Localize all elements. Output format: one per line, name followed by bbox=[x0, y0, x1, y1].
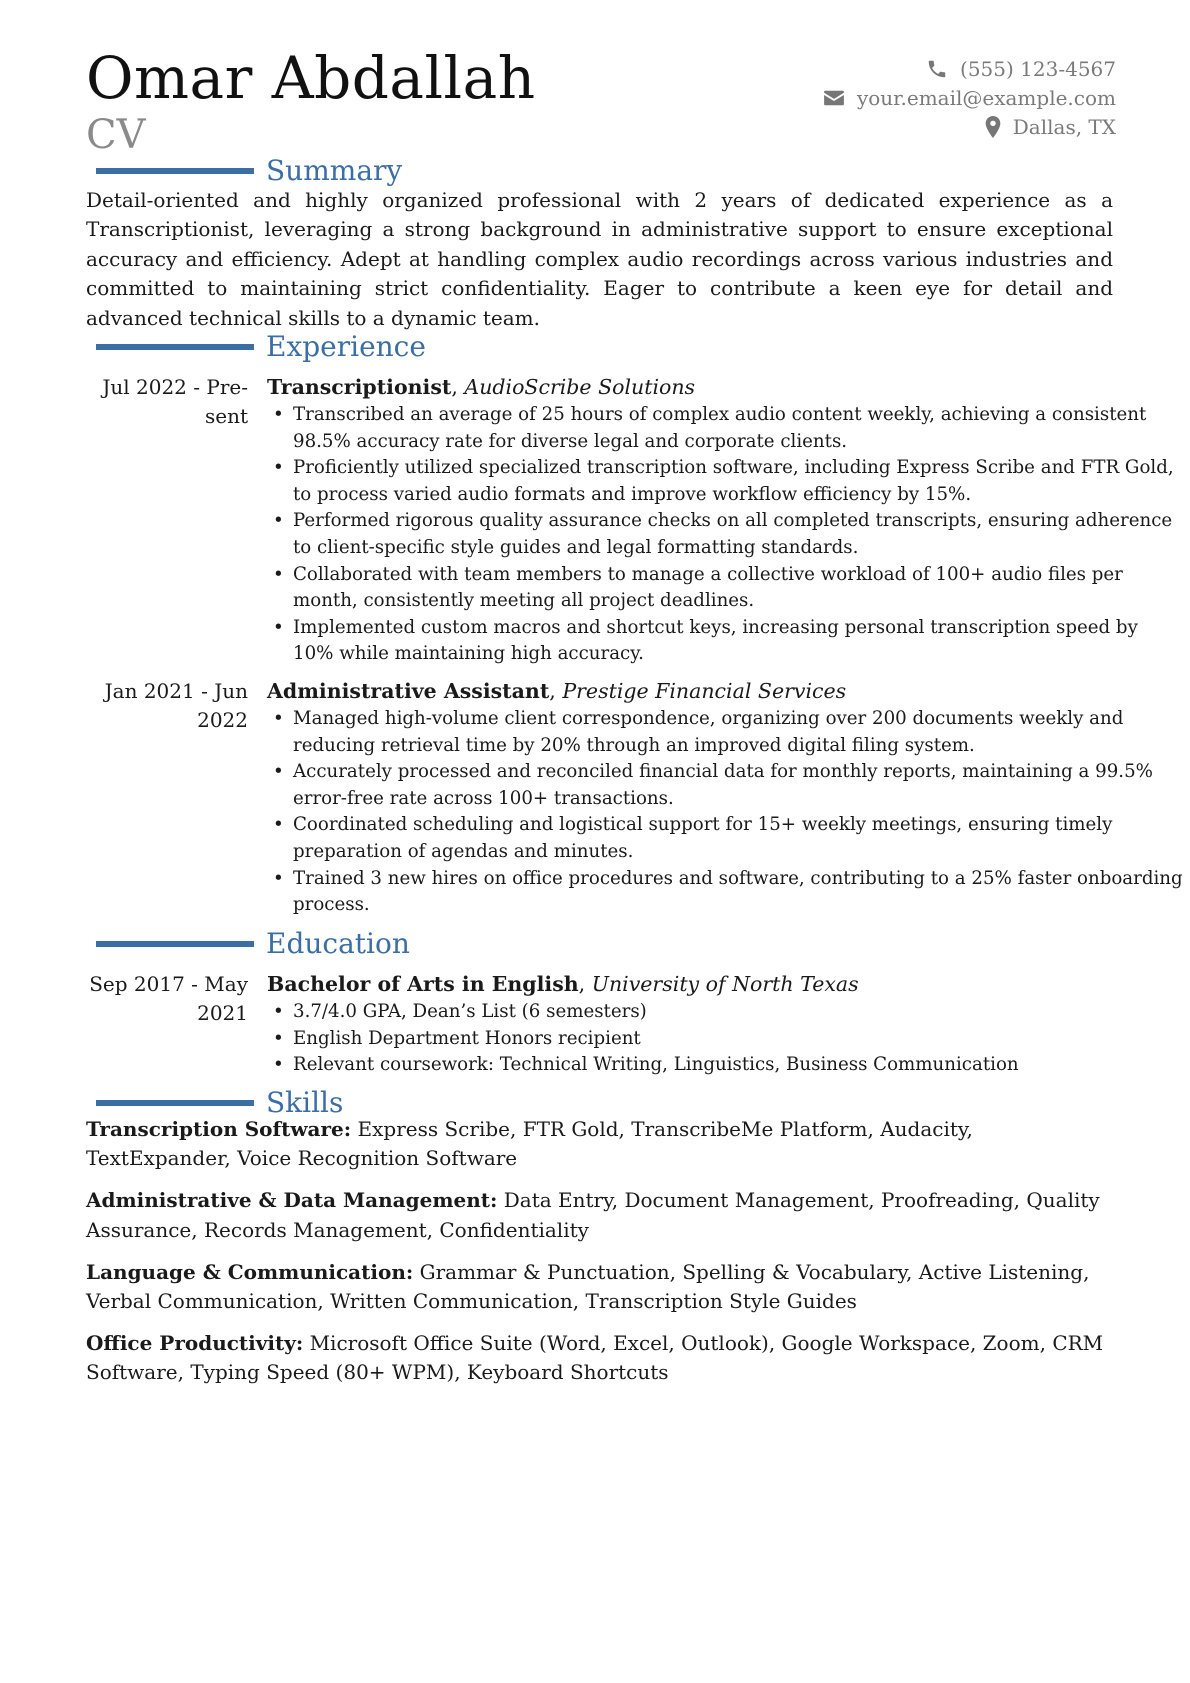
list-item: • Collaborated with team members to manage a collective workload of 100+ audio files per month, consistently meeting all project deadlines. bbox=[267, 562, 1184, 615]
list-item: • 3.7/4.0 GPA, Dean’s List (6 semesters) bbox=[267, 999, 1184, 1026]
skill-category: Transcription Software: bbox=[86, 1117, 352, 1141]
skill-category: Office Productivity: bbox=[86, 1330, 304, 1355]
entry-date-line: Sep 2017 - May bbox=[89, 972, 248, 996]
entry-heading: Administrative Assistant, Prestige Financial Services bbox=[267, 679, 847, 703]
entry-date bbox=[86, 970, 248, 1028]
person-name: Omar Abdallah bbox=[86, 44, 536, 112]
contact-email[interactable] bbox=[823, 83, 1116, 112]
section-bar bbox=[96, 168, 254, 174]
section-bar bbox=[96, 941, 254, 947]
bullet-list bbox=[267, 706, 1184, 919]
entry-body bbox=[267, 373, 1184, 668]
section-bar bbox=[96, 344, 254, 350]
entry-date-line: Jan 2021 - Jun bbox=[104, 679, 248, 703]
skills-list bbox=[86, 1115, 1116, 1400]
entry-date-line: sent bbox=[204, 404, 248, 428]
skill-row bbox=[86, 1258, 1116, 1317]
list-item: • Coordinated scheduling and logistical support for 15+ weekly meetings, ensuring timely preparation of agendas and minutes. bbox=[267, 812, 1184, 865]
skill-row bbox=[86, 1186, 1116, 1245]
entry-date-line: 2022 bbox=[197, 708, 248, 732]
list-item: • Implemented custom macros and shortcut keys, increasing personal transcription speed by 10% while maintaining high accuracy. bbox=[267, 615, 1184, 668]
section-education-heading bbox=[96, 928, 410, 960]
skill-category: Administrative & Data Management: bbox=[86, 1188, 498, 1213]
bullet-list bbox=[267, 402, 1184, 668]
employer-name: AudioScribe Solutions bbox=[464, 375, 696, 399]
entry-body bbox=[267, 677, 1184, 919]
section-summary-heading bbox=[96, 155, 402, 187]
job-title: Administrative Assistant bbox=[267, 679, 550, 703]
school-name: University of North Texas bbox=[591, 972, 859, 996]
section-title: Summary bbox=[266, 154, 403, 187]
section-bar bbox=[96, 1100, 254, 1106]
skill-row bbox=[86, 1115, 1116, 1174]
entry-date-line: Jul 2022 - Pre- bbox=[102, 375, 248, 399]
list-item: • Trained 3 new hires on office procedures and software, contributing to a 25% faster onboarding process. bbox=[267, 866, 1184, 919]
section-title: Experience bbox=[266, 330, 426, 363]
skill-values: Grammar & Punctuation, Spelling & Vocabulary, Active Listening, Verbal Communication, Written Communication, Transcription Style Guides bbox=[86, 1259, 1090, 1314]
entry-date bbox=[86, 373, 248, 431]
list-item: • English Department Honors recipient bbox=[267, 1026, 1184, 1053]
contact-block bbox=[823, 54, 1116, 141]
contact-location bbox=[823, 112, 1116, 141]
section-experience-heading bbox=[96, 331, 426, 363]
list-item: • Managed high-volume client correspondence, organizing over 200 documents weekly and reducing retrieval time by 20% through an improved digital filing system. bbox=[267, 706, 1184, 759]
list-item: • Transcribed an average of 25 hours of complex audio content weekly, achieving a consistent 98.5% accuracy rate for diverse legal and corporate clients. bbox=[267, 402, 1184, 455]
list-item: • Relevant coursework: Technical Writing, Linguistics, Business Communication bbox=[267, 1052, 1184, 1079]
document-subtitle: CV bbox=[86, 112, 146, 158]
list-item: • Performed rigorous quality assurance checks on all completed transcripts, ensuring adherence to client-specific style guides and legal formatting standards. bbox=[267, 508, 1184, 561]
summary-paragraph: Detail-oriented and highly organized professional with 2 years of dedicated experience as a Transcriptionist, leveraging a strong background in administrative support to ensure exceptional accuracy and efficiency. Adept at handling complex audio recordings across various industries and committed to maintaining strict confidentiality. Eager to contribute a keen eye for detail and advanced technical skills to a dynamic team. bbox=[86, 188, 1113, 330]
section-title: Skills bbox=[266, 1086, 344, 1119]
bullet-list bbox=[267, 999, 1184, 1079]
entry-date-line: 2021 bbox=[197, 1001, 248, 1025]
location-text: Dallas, TX bbox=[1012, 114, 1116, 139]
phone-text: (555) 123-4567 bbox=[960, 56, 1116, 81]
entry-heading: Transcriptionist, AudioScribe Solutions bbox=[267, 375, 696, 399]
phone-icon bbox=[926, 58, 948, 80]
employer-name: Prestige Financial Services bbox=[562, 679, 847, 703]
entry-date bbox=[86, 677, 248, 735]
skill-category: Language & Communication: bbox=[86, 1259, 414, 1284]
degree-title: Bachelor of Arts in English bbox=[267, 972, 579, 996]
job-title: Transcriptionist bbox=[267, 375, 452, 399]
envelope-icon bbox=[823, 89, 845, 107]
entry-body bbox=[267, 970, 1184, 1079]
map-pin-icon bbox=[985, 116, 1001, 138]
list-item: • Proficiently utilized specialized transcription software, including Express Scribe and FTR Gold, to process varied audio formats and improve workflow efficiency by 15%. bbox=[267, 455, 1184, 508]
section-title: Education bbox=[266, 927, 410, 960]
list-item: • Accurately processed and reconciled financial data for monthly reports, maintaining a 99.5% error-free rate across 100+ transactions. bbox=[267, 759, 1184, 812]
contact-phone bbox=[823, 54, 1116, 83]
skill-values: Microsoft Office Suite (Word, Excel, Outlook), Google Workspace, Zoom, CRM Software, Typing Speed (80+ WPM), Keyboard Shortcuts bbox=[86, 1330, 1104, 1385]
skill-values: Express Scribe, FTR Gold, TranscribeMe Platform, Audacity, TextExpander, Voice Recognition Software bbox=[86, 1117, 973, 1171]
entry-heading: Bachelor of Arts in English, University of North Texas bbox=[267, 972, 859, 996]
skill-values: Data Entry, Document Management, Proofreading, Quality Assurance, Records Management, Confidentiality bbox=[86, 1188, 1100, 1242]
email-text[interactable]: your.email@example.com bbox=[856, 85, 1116, 110]
skill-row bbox=[86, 1329, 1116, 1388]
